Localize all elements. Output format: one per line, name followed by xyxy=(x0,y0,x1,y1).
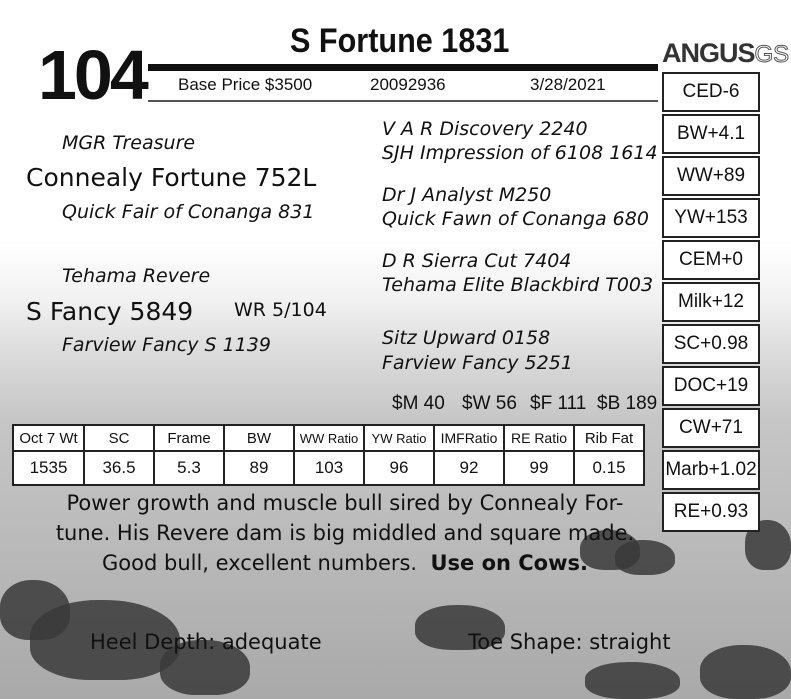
pedigree-right-line: Dr J Analyst M250 xyxy=(382,184,552,206)
dollar-index-b: $B 189 xyxy=(597,393,658,414)
animal-name: S Fortune 1831 xyxy=(290,22,510,60)
heel-depth: Heel Depth: adequate xyxy=(90,630,322,654)
pedigree-right-line: Quick Fawn of Conanga 680 xyxy=(382,208,649,230)
epd-ww: WW+89 xyxy=(662,156,760,196)
toe-shape: Toe Shape: straight xyxy=(468,630,671,654)
value-cell: 103 xyxy=(294,451,364,485)
epd-ced: CED-6 xyxy=(662,72,760,112)
epd-yw: YW+153 xyxy=(662,198,760,238)
dollar-index-m: $M 40 xyxy=(392,393,445,414)
value-cell: 1535 xyxy=(13,451,84,485)
value-cell: 89 xyxy=(224,451,294,485)
description xyxy=(30,488,660,578)
value-cell: 36.5 xyxy=(84,451,154,485)
header-cell: Frame xyxy=(154,425,224,451)
epd-column xyxy=(662,72,760,534)
pedigree-right-line: D R Sierra Cut 7404 xyxy=(382,250,572,272)
performance-table xyxy=(12,424,645,486)
value-cell: 92 xyxy=(434,451,504,485)
sire: Connealy Fortune 752L xyxy=(26,163,317,192)
header-cell: RE Ratio xyxy=(504,425,574,451)
header-cell: Rib Fat xyxy=(574,425,644,451)
epd-marb: Marb+1.02 xyxy=(662,450,760,490)
dam: S Fancy 5849 xyxy=(26,297,194,326)
base-price: Base Price $3500 xyxy=(178,75,313,94)
title-rule xyxy=(148,64,658,71)
value-cell: 5.3 xyxy=(154,451,224,485)
performance-header-row xyxy=(13,425,644,451)
pedigree-right-line: Tehama Elite Blackbird T003 xyxy=(382,274,654,296)
description-line: tune. His Revere dam is big middled and square made. xyxy=(55,521,635,545)
pedigree-right-line: V A R Discovery 2240 xyxy=(382,118,588,140)
header-cell: SC xyxy=(84,425,154,451)
dollar-index-w: $W 56 xyxy=(462,393,517,414)
lot-number: 104 xyxy=(38,36,146,114)
registration-number: 20092936 xyxy=(370,75,446,94)
sire-sire: MGR Treasure xyxy=(62,132,196,154)
epd-bw: BW+4.1 xyxy=(662,114,760,154)
info-rule xyxy=(148,100,658,102)
pedigree-right-line: SJH Impression of 6108 1614 xyxy=(382,142,658,164)
header-cell: BW xyxy=(224,425,294,451)
header-cell: IMFRatio xyxy=(434,425,504,451)
epd-milk: Milk+12 xyxy=(662,282,760,322)
epd-sc: SC+0.98 xyxy=(662,324,760,364)
pedigree-right-line: Farview Fancy 5251 xyxy=(382,352,573,374)
performance-value-row xyxy=(13,451,644,485)
epd-cw: CW+71 xyxy=(662,408,760,448)
description-line: Power growth and muscle bull sired by Connealy For- xyxy=(66,491,624,515)
sire-dam: Quick Fair of Conanga 831 xyxy=(62,201,315,223)
dollar-index-f: $F 111 xyxy=(530,393,587,414)
dam-sire: Tehama Revere xyxy=(62,265,211,287)
value-cell: 96 xyxy=(364,451,434,485)
pedigree-right-line: Sitz Upward 0158 xyxy=(382,327,551,349)
value-cell: 99 xyxy=(504,451,574,485)
dam-weaning-ratio: WR 5/104 xyxy=(234,299,327,321)
header-cell: Oct 7 Wt xyxy=(13,425,84,451)
birth-date: 3/28/2021 xyxy=(530,75,606,94)
epd-re: RE+0.93 xyxy=(662,492,760,532)
epd-doc: DOC+19 xyxy=(662,366,760,406)
value-cell: 0.15 xyxy=(574,451,644,485)
description-line: Good bull, excellent numbers. Use on Cows. xyxy=(102,551,588,575)
header-cell: YW Ratio xyxy=(364,425,434,451)
description-emphasis: Use on Cows. xyxy=(430,551,588,575)
header-cell: WW Ratio xyxy=(294,425,364,451)
epd-cem: CEM+0 xyxy=(662,240,760,280)
angus-gs-logo: ANGUSGS xyxy=(662,38,790,68)
dam-dam: Farview Fancy S 1139 xyxy=(62,334,271,356)
